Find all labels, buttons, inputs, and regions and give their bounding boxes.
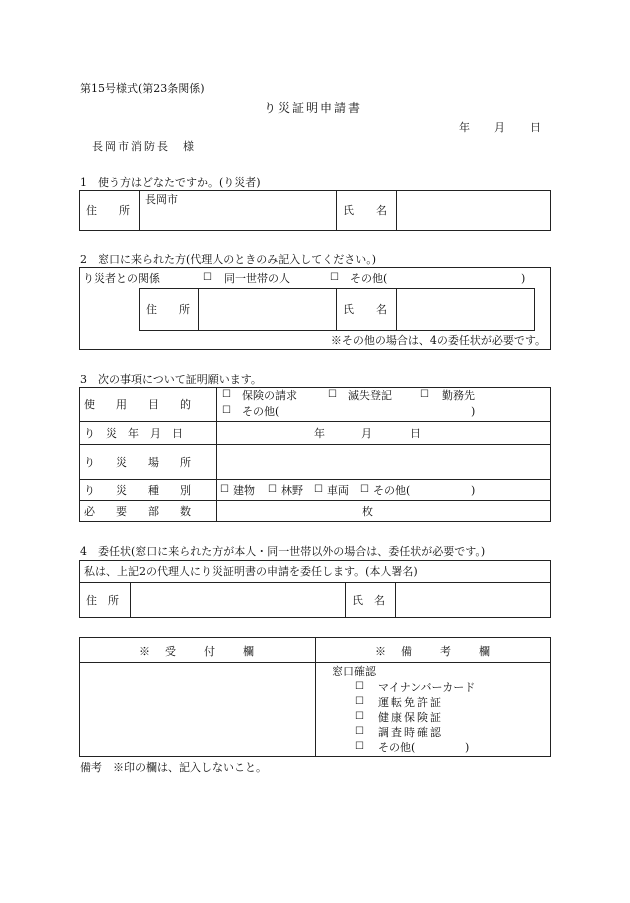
delegator-name-label: 氏 名 bbox=[352, 594, 385, 607]
form-number: 第15号様式(第23条関係) bbox=[80, 82, 205, 95]
office-other-close: ) bbox=[465, 741, 470, 754]
office-other-label: その他( bbox=[378, 741, 416, 754]
type-other-label: その他( bbox=[373, 484, 411, 497]
date-month-label: 月 bbox=[494, 121, 505, 134]
disaster-date-day: 日 bbox=[410, 427, 421, 440]
other-relation-label: その他( bbox=[350, 272, 388, 285]
copies-unit: 枚 bbox=[362, 505, 373, 518]
purpose-label: 使 用 目 的 bbox=[84, 398, 196, 411]
agent-name-field[interactable] bbox=[400, 292, 531, 327]
purpose-other-close: ) bbox=[471, 405, 476, 418]
other-relation-checkbox[interactable]: ☐ bbox=[330, 272, 339, 283]
purpose-other-checkbox[interactable]: ☐ bbox=[222, 405, 231, 416]
disaster-place-field[interactable] bbox=[220, 448, 548, 476]
same-household-label: 同一世帯の人 bbox=[224, 272, 290, 285]
office-other-checkbox: ☐ bbox=[355, 741, 364, 752]
section1-address-label: 住 所 bbox=[86, 204, 130, 217]
forest-label: 林野 bbox=[281, 484, 303, 497]
survey-check-label: 調査時確認 bbox=[378, 726, 443, 739]
section1-name-field[interactable] bbox=[400, 195, 548, 227]
workplace-label: 勤務先 bbox=[442, 389, 475, 402]
relation-label: り災者との関係 bbox=[83, 272, 160, 285]
loss-registration-checkbox[interactable]: ☐ bbox=[328, 389, 337, 400]
delegator-address-field[interactable] bbox=[134, 586, 342, 614]
other-relation-close: ) bbox=[521, 272, 526, 285]
disaster-date-label: り 災 年 月 日 bbox=[84, 427, 183, 440]
copies-label: 必 要 部 数 bbox=[84, 505, 196, 518]
health-insurance-checkbox: ☐ bbox=[355, 711, 364, 722]
survey-check-checkbox: ☐ bbox=[355, 726, 364, 737]
disaster-date-year: 年 bbox=[314, 427, 325, 440]
date-day-label: 日 bbox=[530, 121, 541, 134]
mynumber-checkbox: ☐ bbox=[355, 681, 364, 692]
section2-heading: 2 窓口に来られた方(代理人のときのみ記入してください。) bbox=[80, 253, 377, 266]
same-household-checkbox[interactable]: ☐ bbox=[203, 272, 212, 283]
disaster-date-month: 月 bbox=[361, 427, 372, 440]
vehicle-label: 車両 bbox=[327, 484, 349, 497]
license-checkbox: ☐ bbox=[355, 696, 364, 707]
addressee: 長岡市消防長 様 bbox=[92, 140, 196, 153]
agent-name-label: 氏 名 bbox=[343, 303, 387, 316]
delegation-statement: 私は、上記2の代理人にり災証明書の申請を委任します。(本人署名) bbox=[84, 565, 418, 578]
type-other-close: ) bbox=[471, 484, 476, 497]
forest-checkbox[interactable]: ☐ bbox=[268, 484, 277, 495]
mynumber-label: マイナンバーカード bbox=[378, 681, 476, 694]
health-insurance-label: 健康保険証 bbox=[378, 711, 443, 724]
type-other-checkbox[interactable]: ☐ bbox=[360, 484, 369, 495]
disaster-type-label: り 災 種 別 bbox=[84, 484, 196, 497]
delegator-signature-field[interactable] bbox=[399, 586, 547, 614]
disaster-place-label: り 災 場 所 bbox=[84, 456, 196, 469]
loss-registration-label: 滅失登記 bbox=[348, 389, 392, 402]
insurance-checkbox[interactable]: ☐ bbox=[222, 389, 231, 400]
section2-note: ※その他の場合は、4の委任状が必要です。 bbox=[330, 334, 546, 347]
section3-heading: 3 次の事項について証明願います。 bbox=[80, 373, 262, 386]
building-label: 建物 bbox=[233, 484, 255, 497]
license-label: 運転免許証 bbox=[378, 696, 443, 709]
section1-name-label: 氏 名 bbox=[343, 204, 387, 217]
section4-heading: 4 委任状(窓口に来られた方が本人・同一世帯以外の場合は、委任状が必要です。) bbox=[80, 545, 486, 558]
agent-address-field[interactable] bbox=[202, 292, 332, 327]
insurance-label: 保険の請求 bbox=[242, 389, 297, 402]
workplace-checkbox[interactable]: ☐ bbox=[420, 389, 429, 400]
date-year-label: 年 bbox=[459, 121, 470, 134]
delegator-address-label: 住 所 bbox=[86, 594, 119, 607]
section1-address-value[interactable]: 長岡市 bbox=[145, 193, 178, 206]
footer-note: 備考 ※印の欄は、記入しないこと。 bbox=[80, 761, 267, 774]
section1-heading: 1 使う方はどなたですか。(り災者) bbox=[80, 176, 261, 189]
building-checkbox[interactable]: ☐ bbox=[220, 484, 229, 495]
purpose-other-label: その他( bbox=[242, 405, 280, 418]
remarks-header: ※ 備 考 欄 bbox=[375, 645, 492, 658]
window-check-label: 窓口確認 bbox=[332, 665, 376, 678]
agent-address-label: 住 所 bbox=[146, 303, 190, 316]
reception-header: ※ 受 付 欄 bbox=[139, 645, 256, 658]
vehicle-checkbox[interactable]: ☐ bbox=[314, 484, 323, 495]
document-title: り災証明申請書 bbox=[264, 101, 363, 115]
